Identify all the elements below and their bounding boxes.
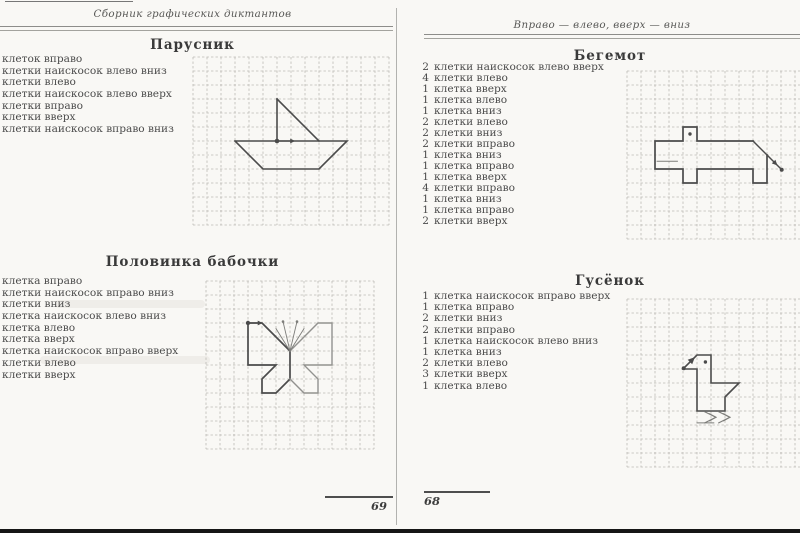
instruction-count: 1 — [422, 379, 429, 392]
instruction-count: 2 — [422, 215, 429, 227]
start-direction-arrow — [258, 321, 263, 326]
figure-line — [248, 323, 290, 393]
sailboat-instructions — [2, 54, 174, 136]
instruction-text: клетки влево — [434, 72, 508, 84]
instruction-line: клетки влево — [2, 356, 76, 369]
instruction-count: 1 — [422, 160, 429, 172]
instruction-count: 2 — [422, 312, 429, 325]
instruction-text: клетки вправо — [434, 182, 515, 194]
instruction-line — [418, 313, 610, 324]
instruction-count: 4 — [422, 72, 429, 84]
instruction-text: клетка вниз — [434, 149, 502, 161]
page-gutter-divider — [396, 8, 397, 525]
figure-dot — [275, 139, 280, 144]
scan-artifact-line — [5, 1, 133, 2]
instruction-count: 4 — [422, 182, 429, 194]
figure-dot — [688, 132, 691, 135]
instruction-count: 2 — [422, 357, 429, 370]
exercise-title-gosling: Гусёнок — [575, 273, 645, 289]
instruction-count: 1 — [422, 149, 429, 161]
instruction-line: клетки вверх — [2, 368, 76, 381]
instruction-line: клетка влево — [2, 321, 76, 334]
right-page-number: 68 — [424, 494, 441, 508]
instruction-line: клетки вверх — [2, 111, 76, 124]
left-header-rule — [0, 26, 393, 31]
exercise-title-sailboat: Парусник — [150, 37, 235, 53]
instruction-text: клетка влево — [434, 379, 508, 392]
exercise-title-hippo: Бегемот — [573, 48, 647, 64]
instruction-line: клетка наискосок влево вниз — [2, 310, 166, 323]
instruction-count: 2 — [422, 323, 429, 336]
gosling-instructions — [418, 291, 610, 392]
instruction-line: клетки наискосок влево вниз — [2, 64, 167, 77]
instruction-line — [418, 381, 610, 392]
instruction-count: 2 — [422, 116, 429, 128]
instruction-text: клетки вниз — [434, 312, 503, 325]
instruction-text: клетки вправо — [434, 138, 515, 150]
instruction-line: клетка вправо — [2, 275, 83, 287]
instruction-line: клетки вправо — [2, 99, 83, 112]
instruction-count: 3 — [422, 368, 429, 381]
instruction-line: клетки наискосок влево вверх — [2, 88, 172, 101]
instruction-count: 1 — [422, 193, 429, 205]
instruction-text: клетки вниз — [434, 127, 503, 139]
left-page-running-header: Сборник графических диктантов — [93, 8, 292, 20]
instruction-text: клетки влево — [434, 357, 508, 370]
instruction-count: 1 — [422, 204, 429, 216]
instruction-line: клеток вправо — [2, 53, 83, 65]
dashed-grid — [627, 71, 800, 239]
instruction-count: 1 — [422, 94, 429, 106]
butterfly-instructions — [2, 276, 178, 381]
sailboat-grid-figure — [191, 55, 391, 227]
instruction-text: клетка наискосок влево вниз — [434, 334, 598, 347]
figure-dot — [296, 320, 299, 323]
instruction-count: 1 — [422, 345, 429, 358]
instruction-text: клетка вверх — [434, 171, 507, 183]
instruction-count: 2 — [422, 138, 429, 150]
instruction-text: клетка вправо — [434, 301, 515, 314]
butterfly-grid-figure — [204, 279, 376, 451]
right-page-running-header: Вправо — влево, вверх — вниз — [513, 19, 691, 31]
figure-dot — [704, 360, 707, 363]
figure-line — [705, 412, 716, 423]
instruction-count: 1 — [422, 83, 429, 95]
instruction-count: 1 — [422, 171, 429, 183]
hippo-grid-figure — [625, 69, 800, 241]
instruction-text: клетка наискосок вправо вверх — [434, 290, 611, 302]
instruction-text: клетка вправо — [434, 160, 515, 172]
right-footer-rule — [424, 491, 490, 493]
instruction-text: клетка вниз — [434, 193, 502, 205]
hippo-instructions — [418, 62, 604, 227]
left-page-number: 69 — [370, 499, 387, 513]
instruction-line — [418, 216, 604, 227]
instruction-count: 1 — [422, 334, 429, 347]
figure-dot — [282, 320, 285, 323]
figure-dot — [246, 321, 250, 325]
instruction-count: 2 — [422, 61, 429, 73]
scan-bottom-edge — [0, 529, 800, 533]
instruction-text: клетка влево — [434, 94, 508, 106]
instruction-line: клетки наискосок вправо вниз — [2, 123, 174, 136]
instruction-line: клетки наискосок вправо вниз — [2, 286, 174, 299]
instruction-count: 1 — [422, 290, 429, 302]
instruction-text: клетки наискосок влево вверх — [434, 61, 604, 73]
gosling-grid-figure — [625, 297, 800, 469]
instruction-text: клетка вправо — [434, 204, 515, 216]
instruction-text: клетки влево — [434, 116, 508, 128]
instruction-text: клетка вниз — [434, 345, 502, 358]
instruction-count: 2 — [422, 127, 429, 139]
figure-line — [724, 414, 730, 421]
instruction-count: 1 — [422, 105, 429, 117]
figure-line — [277, 99, 319, 141]
instruction-count: 1 — [422, 301, 429, 314]
instruction-line: клетка вверх — [2, 333, 75, 346]
instruction-text: клетки вверх — [434, 215, 508, 227]
instruction-line: клетки вниз — [2, 298, 71, 311]
instruction-text: клетка вниз — [434, 105, 502, 117]
start-direction-arrow — [290, 139, 295, 144]
instruction-text: клетки вправо — [434, 323, 515, 336]
figure-line — [290, 323, 332, 393]
right-header-rule — [424, 34, 800, 39]
figure-dot — [780, 168, 784, 172]
instruction-text: клетки вверх — [434, 368, 508, 381]
figure-dot — [682, 366, 686, 370]
instruction-line: клетки влево — [2, 76, 76, 89]
instruction-line — [418, 369, 610, 380]
figure-line — [719, 412, 730, 423]
figure-line — [710, 414, 716, 421]
instruction-line: клетка наискосок вправо вверх — [2, 345, 179, 358]
instruction-text: клетка вверх — [434, 83, 507, 95]
left-footer-rule — [325, 496, 393, 498]
exercise-title-butterfly: Половинка бабочки — [105, 254, 280, 270]
